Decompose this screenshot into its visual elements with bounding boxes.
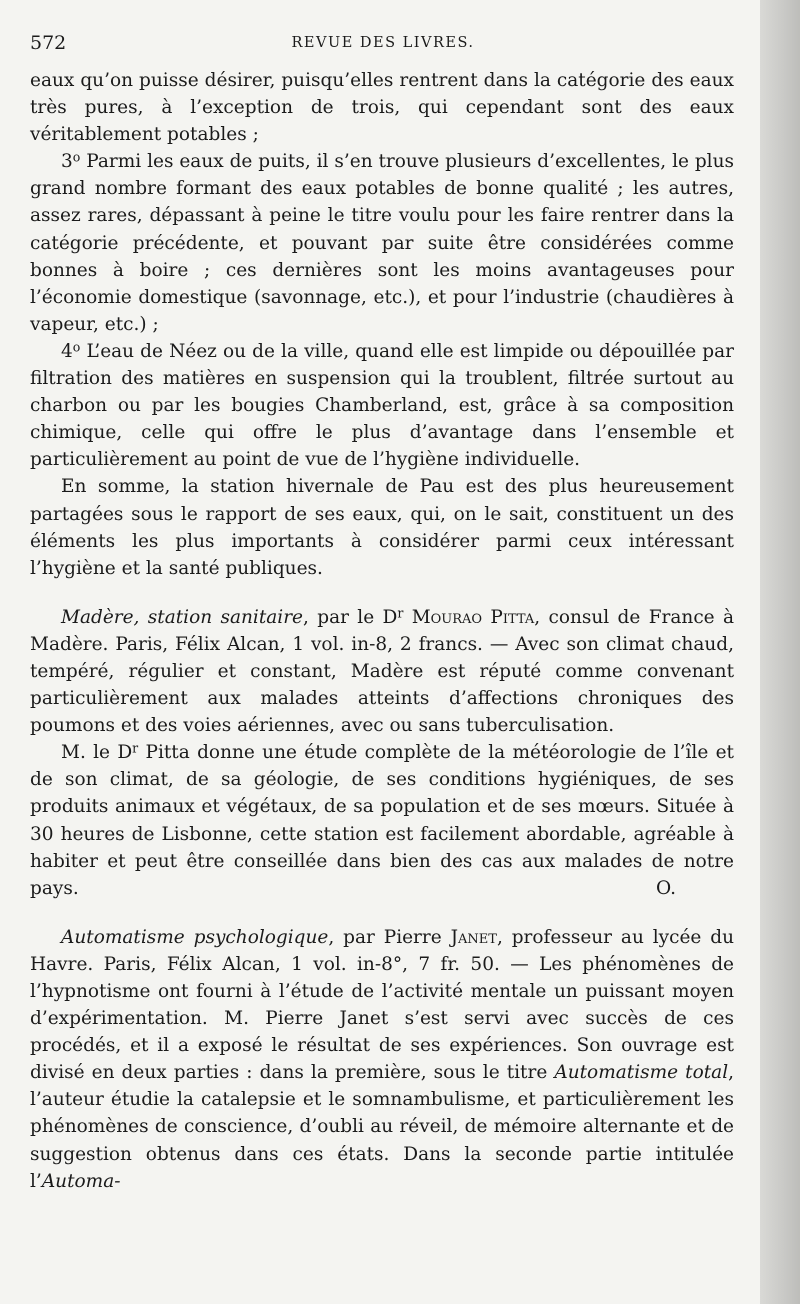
review-madere-title: Madère, station sanitaire xyxy=(61,606,304,628)
item-4-ordinal: o xyxy=(72,339,81,355)
review-madere-details: , consul de France à Madère. Paris, Félix Alcan, 1 vol. in-8, 2 francs. — Avec son climat chaud, tempéré, régulier et constant, Madère est réputé comme convenant particulièrement aux malades atteints d’affections chroniques des poumons et des voies aériennes, avec ou sans tuberculisation. xyxy=(30,606,734,737)
page-body xyxy=(30,67,734,1195)
item-3-text: Parmi les eaux de puits, il s’en trouve plusieurs d’excellentes, le plus grand nombre formant des eaux potables de bonne qualité ; les autres, assez rares, dépassant à peine le titre voulu pour les faire rentrer dans la catégorie précédente, et pouvant par suite être considérées comme bonnes à boire ; ces dernières sont les moins avantageuses pour l’économie domestique (savonnage, etc.), et pour l’industrie (chaudières à vapeur, etc.) ; xyxy=(30,151,734,335)
reviewer-signature: O. xyxy=(656,877,676,899)
page-number: 572 xyxy=(30,32,67,54)
review-automatisme-details-2: , l’auteur étudie la catalepsie et le somnambulisme, et particulièrement les phénomènes de conscience, d’oubli au réveil, de mémoire alternante et de suggestion obtenus dans ces états. Dans la seconde partie intitulée l’ xyxy=(30,1062,734,1192)
review-madere-paragraph xyxy=(30,604,734,739)
review-madere-p2-text: Pitta donne une étude complète de la météorologie de l’île et de son climat, de sa géologie, de ses conditions hygiéniques, de ses produits animaux et végétaux, de sa population et de ses mœurs. Située à 30 heures de Lisbonne, cette station est facilement abordable, agréable à habiter et peut être conseillée dans bien des cas aux malades de notre pays. xyxy=(30,742,734,899)
continuation-paragraph: eaux qu’on puisse désirer, puisqu’elles rentrent dans la catégorie des eaux très pures, à l’exception de trois, qui cependant sont des eaux véritablement potables ; xyxy=(30,70,734,146)
conclusion-paragraph: En somme, la station hivernale de Pau est des plus heureusement partagées sous le rapport de ses eaux, qui, on le sait, constituent un des éléments les plus importants à considérer parmi ceux intéressant l’hygiène et la santé publiques. xyxy=(30,476,734,579)
review-automatisme-author: Janet xyxy=(450,926,497,948)
review-automatisme-trailing: Automa- xyxy=(41,1170,121,1192)
item-4-paragraph xyxy=(30,338,734,473)
item-4-text: L’eau de Néez ou de la ville, quand elle est limpide ou dépouillée par filtration des matières en suspension qui la troublent, filtrée surtout au charbon ou par les bougies Chamberland, est, grâce à sa composition chimique, celle qui offre le plus d’avantage dans l’ensemble et particulièrement au point de vue de l’hygiène individuelle. xyxy=(30,340,734,471)
review-madere-by: , par le D xyxy=(303,606,398,628)
page-edge-shadow xyxy=(760,0,800,1304)
review-madere-author: Mourao Pitta xyxy=(411,606,535,628)
item-4-number: 4 xyxy=(61,340,73,362)
review-madere-p2-sup: r xyxy=(132,740,139,756)
review-automatisme-paragraph xyxy=(30,924,734,1195)
review-automatisme-details: , professeur au lycée du Havre. Paris, Félix Alcan, 1 vol. in-8°, 7 fr. 50. — Les phénomènes de l’hypnotisme ont fourni à l’étude de l’activité mentale un puissant moyen d’expérimentation. M. Pierre Janet s’est servi avec succès de ces procédés, et il a exposé le résultat de ses expériences. Son ouvrage est divisé en deux parties : dans la première, sous le titre xyxy=(30,926,735,1084)
review-madere-paragraph-2 xyxy=(30,739,734,902)
review-madere-p2-start: M. le D xyxy=(61,742,133,764)
review-automatisme-by: , par Pierre xyxy=(328,926,451,948)
review-madere-by-sup: r xyxy=(397,605,404,621)
item-3-paragraph xyxy=(30,148,734,338)
running-head xyxy=(30,32,736,58)
review-automatisme-subtitle: Automatisme total xyxy=(554,1062,729,1084)
review-automatisme-title: Automatisme psychologique xyxy=(61,926,329,948)
item-3-number: 3 xyxy=(61,151,73,173)
item-3-ordinal: o xyxy=(72,149,81,165)
journal-title: REVUE DES LIVRES. xyxy=(291,35,475,51)
